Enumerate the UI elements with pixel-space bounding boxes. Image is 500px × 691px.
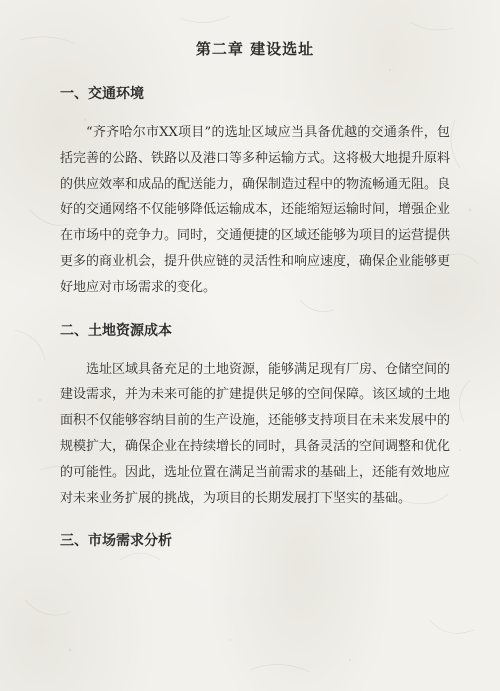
document-page [60,38,450,567]
section-paragraph: “齐齐哈尔市XX项目”的选址区域应当具备优越的交通条件，包括完善的公路、铁路以及港口等多种运输方式。这将极大地提升原料的供应效率和成品的配送能力，确保制造过程中的物流畅通无阻。良好的交通网络不仅能够降低运输成本，还能缩短运输时间，增强企业在市场中的竞争力。同时，交通便捷的区域还能够为项目的运营提供更多的商业机会，提升供应链的灵活性和响应速度，确保企业能够更好地应对市场需求的变化。 [60,125,451,295]
section-heading: 二、土地资源成本 [60,322,172,339]
section-heading: 三、市场需求分析 [60,533,172,550]
chapter-title: 第二章 建设选址 [195,40,315,58]
section-transport [60,84,450,301]
section-land-cost [60,321,450,512]
section-heading: 一、交通环境 [60,86,144,102]
section-paragraph: 选址区域具备充足的土地资源，能够满足现有厂房、仓储空间的建设需求，并为未来可能的扩建提供足够的空间保障。该区域的土地面积不仅能够容纳目前的生产设施，还能够支持项目在未来发展中的规模扩大，确保企业在持续增长的同时，具备灵活的空间调整和优化的可能性。因此，选址位置在满足当前需求的基础上，还能有效地应对未来业务扩展的挑战，为项目的长期发展打下坚实的基础。 [60,361,451,506]
section-market-demand [60,531,450,551]
